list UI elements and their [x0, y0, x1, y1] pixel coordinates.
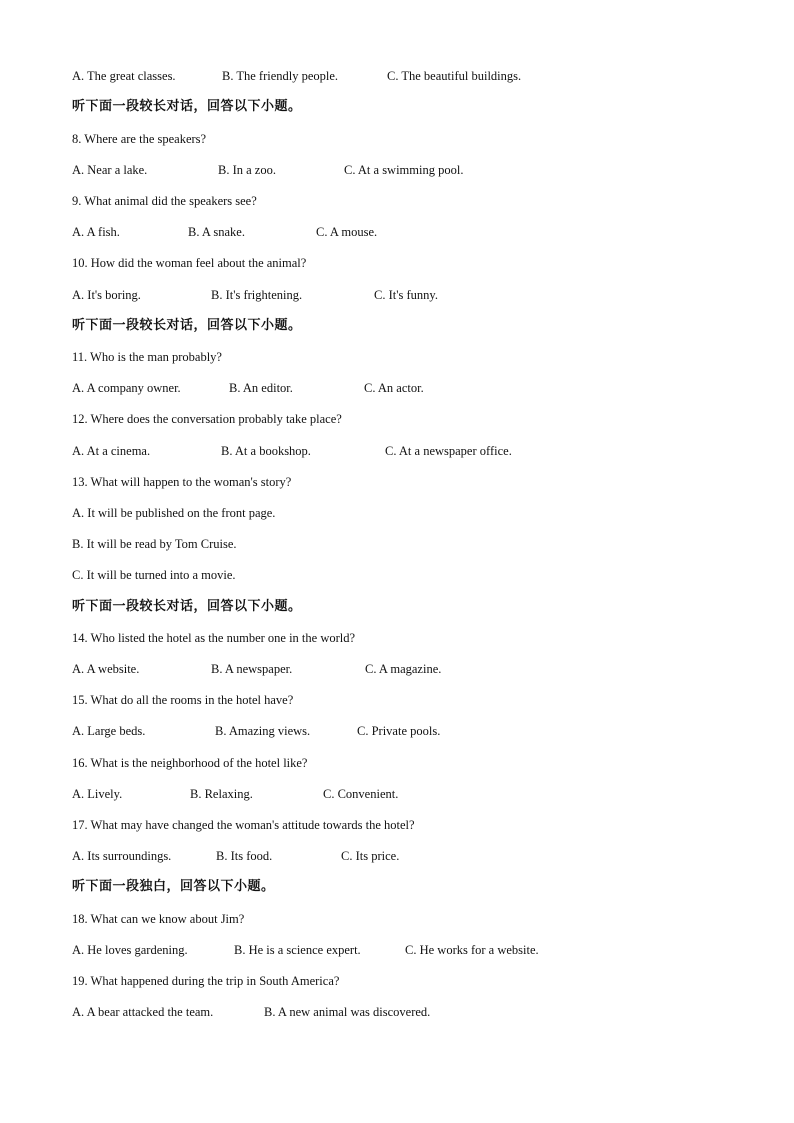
answer-option: B. It will be read by Tom Cruise.	[72, 537, 237, 551]
question-text: 16. What is the neighborhood of the hotel like?	[72, 756, 308, 770]
section-heading: 听下面一段独白，回答以下小题。	[72, 879, 275, 894]
section-heading: 听下面一段较长对话，回答以下小题。	[72, 318, 302, 333]
answer-option: B. Amazing views.	[215, 724, 311, 738]
question-text: 13. What will happen to the woman's story?	[72, 475, 292, 489]
answer-option: C. Private pools.	[357, 724, 441, 738]
answer-option: C. The beautiful buildings.	[387, 69, 522, 83]
answer-option: A. Large beds.	[72, 724, 146, 738]
answer-option: C. A mouse.	[316, 225, 378, 239]
question-text: 14. Who listed the hotel as the number one in the world?	[72, 631, 356, 645]
answer-option: C. It will be turned into a movie.	[72, 568, 236, 582]
answer-option: B. Relaxing.	[190, 787, 253, 801]
answer-option: A. Near a lake.	[72, 163, 148, 177]
answer-option: A. It will be published on the front page.	[72, 506, 276, 520]
answer-option: B. Its food.	[216, 849, 273, 863]
answer-option: A. At a cinema.	[72, 444, 151, 458]
answer-option: A. A company owner.	[72, 381, 181, 395]
answer-option: C. An actor.	[364, 381, 424, 395]
question-text: 18. What can we know about Jim?	[72, 912, 245, 926]
answer-option: C. A magazine.	[365, 662, 442, 676]
answer-option: C. At a newspaper office.	[385, 444, 512, 458]
answer-option: C. It's funny.	[374, 288, 438, 302]
answer-option: A. A website.	[72, 662, 140, 676]
answer-option: C. He works for a website.	[405, 943, 539, 957]
answer-option: C. Its price.	[341, 849, 400, 863]
question-text: 17. What may have changed the woman's attitude towards the hotel?	[72, 818, 415, 832]
answer-option: A. Its surroundings.	[72, 849, 172, 863]
section-heading: 听下面一段较长对话，回答以下小题。	[72, 99, 302, 114]
answer-option: B. An editor.	[229, 381, 293, 395]
answer-option: A. A fish.	[72, 225, 120, 239]
answer-option: A. It's boring.	[72, 288, 141, 302]
answer-option: A. A bear attacked the team.	[72, 1005, 214, 1019]
answer-option: A. Lively.	[72, 787, 123, 801]
question-text: 19. What happened during the trip in South America?	[72, 974, 340, 988]
question-text: 10. How did the woman feel about the animal?	[72, 256, 307, 270]
question-text: 9. What animal did the speakers see?	[72, 194, 257, 208]
question-text: 8. Where are the speakers?	[72, 132, 207, 146]
question-text: 11. Who is the man probably?	[72, 350, 222, 364]
answer-option: B. At a bookshop.	[221, 444, 311, 458]
answer-option: C. At a swimming pool.	[344, 163, 464, 177]
answer-option: B. It's frightening.	[211, 288, 303, 302]
section-heading: 听下面一段较长对话，回答以下小题。	[72, 599, 302, 614]
answer-option: A. The great classes.	[72, 69, 176, 83]
answer-option: B. In a zoo.	[218, 163, 276, 177]
answer-option: B. A newspaper.	[211, 662, 293, 676]
answer-option: B. The friendly people.	[222, 69, 339, 83]
answer-option: B. He is a science expert.	[234, 943, 361, 957]
answer-option: B. A snake.	[188, 225, 245, 239]
question-text: 12. Where does the conversation probably take place?	[72, 412, 342, 426]
answer-option: A. He loves gardening.	[72, 943, 188, 957]
answer-option: B. A new animal was discovered.	[264, 1005, 431, 1019]
question-text: 15. What do all the rooms in the hotel have?	[72, 693, 294, 707]
answer-option: C. Convenient.	[323, 787, 399, 801]
